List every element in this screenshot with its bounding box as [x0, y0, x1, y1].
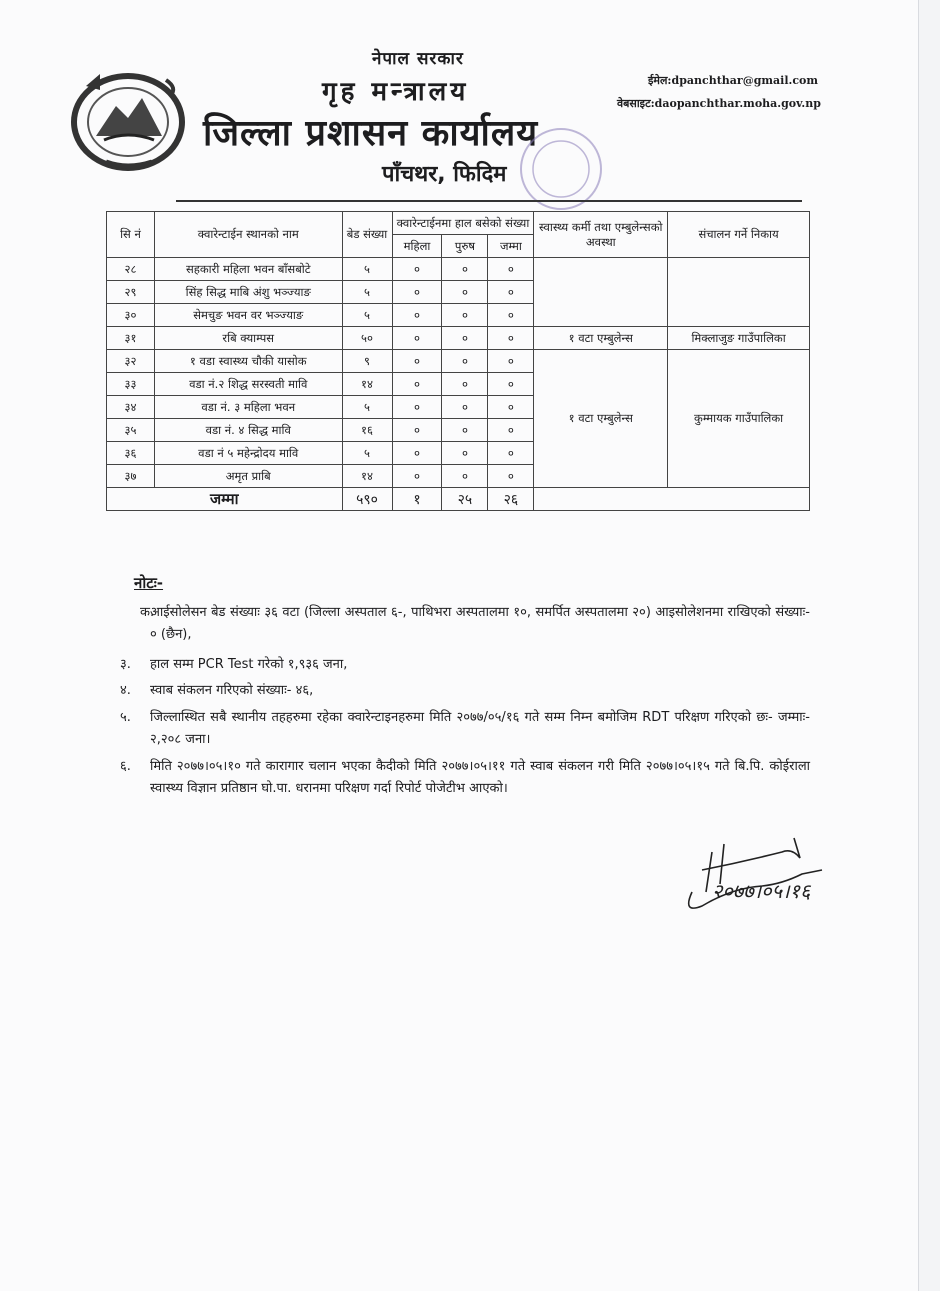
- cell-sn: ३२: [107, 350, 155, 373]
- cell-female: ०: [392, 258, 442, 281]
- cell-total: ०: [488, 442, 534, 465]
- cell-place: वडा नं.२ शिद्ध सरस्वती मावि: [154, 373, 342, 396]
- cell-female: ०: [392, 419, 442, 442]
- cell-female: ०: [392, 350, 442, 373]
- cell-sn: ३१: [107, 327, 155, 350]
- cell-health: १ वटा एम्बुलेन्स: [534, 350, 668, 488]
- cell-beds: १४: [342, 465, 392, 488]
- cell-total: ०: [488, 258, 534, 281]
- note-number: ४.: [120, 683, 131, 698]
- note-text: स्वाब संकलन गरिएको संख्याः- ४६,: [150, 683, 314, 698]
- cell-body: मिक्लाजुङ गाउँपालिका: [668, 327, 810, 350]
- note-item: [120, 602, 810, 646]
- total-empty: [534, 488, 810, 511]
- email-text: ईमेल:dpanchthar@gmail.com: [648, 74, 819, 87]
- nepal-emblem-icon: [66, 66, 190, 174]
- cell-body: कुम्मायक गाउँपालिका: [668, 350, 810, 488]
- total-row: [107, 488, 810, 511]
- cell-place: अमृत प्राबि: [154, 465, 342, 488]
- cell-male: ०: [442, 350, 488, 373]
- total-female: १: [392, 488, 442, 511]
- cell-male: ०: [442, 281, 488, 304]
- note-number: ५.: [120, 710, 131, 725]
- note-item: [120, 756, 810, 800]
- header-body: संचालन गर्ने निकाय: [668, 212, 810, 258]
- header-health: स्वास्थ्य कर्मी तथा एम्बुलेन्सको अवस्था: [534, 212, 668, 258]
- cell-female: ०: [392, 465, 442, 488]
- cell-total: ०: [488, 373, 534, 396]
- note-text: जिल्लास्थित सबै स्थानीय तहहरुमा रहेका क्वारेन्टाइनहरुमा मिति २०७७/०५/१६ गते सम्म निम्न बमोजिम RDT परिक्षण गरिएको छः- जम्माः- २,२०८ जना।: [150, 710, 810, 747]
- cell-total: ०: [488, 304, 534, 327]
- cell-female: ०: [392, 281, 442, 304]
- cell-beds: ५: [342, 304, 392, 327]
- note-item: [120, 654, 810, 676]
- cell-beds: ५: [342, 396, 392, 419]
- signature-icon: [672, 822, 842, 922]
- cell-female: ०: [392, 373, 442, 396]
- note-number: ६.: [120, 759, 131, 774]
- total-male: २५: [442, 488, 488, 511]
- header-female: महिला: [392, 235, 442, 258]
- cell-place: सहकारी महिला भवन बाँसबोटे: [154, 258, 342, 281]
- cell-place: १ वडा स्वास्थ्य चौकी यासोक: [154, 350, 342, 373]
- cell-beds: ५: [342, 258, 392, 281]
- cell-total: ०: [488, 281, 534, 304]
- note-item: [120, 680, 810, 702]
- cell-sn: ३०: [107, 304, 155, 327]
- cell-place: रबि क्याम्पस: [154, 327, 342, 350]
- cell-health: १ वटा एम्बुलेन्स: [534, 327, 668, 350]
- header-male: पुरुष: [442, 235, 488, 258]
- cell-sn: २९: [107, 281, 155, 304]
- cell-total: ०: [488, 465, 534, 488]
- cell-place: वडा नं. ४ सिद्ध मावि: [154, 419, 342, 442]
- cell-sn: ३७: [107, 465, 155, 488]
- cell-sn: ३६: [107, 442, 155, 465]
- cell-place: वडा नं ५ महेन्द्रोदय मावि: [154, 442, 342, 465]
- note-number: क.: [140, 605, 155, 620]
- government-name: नेपाल सरकार: [372, 49, 464, 69]
- header-place: क्वारेन्टाईन स्थानको नाम: [154, 212, 342, 258]
- cell-female: ०: [392, 327, 442, 350]
- header-sn: सि नं: [107, 212, 155, 258]
- total-label: जम्मा: [107, 488, 343, 511]
- cell-sn: २८: [107, 258, 155, 281]
- header-beds: बेड संख्या: [342, 212, 392, 258]
- website-text: वेबसाइट:daopanchthar.moha.gov.np: [617, 97, 821, 110]
- cell-health-empty: [534, 258, 668, 327]
- note-number: ३.: [120, 657, 131, 672]
- cell-total: ०: [488, 327, 534, 350]
- quarantine-table: [106, 211, 810, 511]
- ministry-name: गृह मन्त्रालय: [322, 77, 470, 107]
- cell-male: ०: [442, 442, 488, 465]
- cell-total: ०: [488, 350, 534, 373]
- cell-sn: ३५: [107, 419, 155, 442]
- cell-beds: १४: [342, 373, 392, 396]
- table-row: [107, 350, 810, 373]
- cell-female: ०: [392, 396, 442, 419]
- total-beds: ५९०: [342, 488, 392, 511]
- cell-beds: ५: [342, 442, 392, 465]
- signature-date: २०७७।०५।१६: [712, 879, 811, 903]
- cell-beds: ९: [342, 350, 392, 373]
- cell-place: सेमचुङ भवन वर भञ्ज्याङ: [154, 304, 342, 327]
- total-total: २६: [488, 488, 534, 511]
- note-text: आईसोलेसन बेड संख्याः ३६ वटा (जिल्ला अस्पताल ६-, पाथिभरा अस्पतालमा १०, समर्पित अस्पतालमा २०) आइसोलेशनमा राखिएको संख्याः- ० (छैन),: [150, 605, 810, 642]
- cell-place: वडा नं. ३ महिला भवन: [154, 396, 342, 419]
- cell-beds: ५: [342, 281, 392, 304]
- cell-female: ०: [392, 304, 442, 327]
- cell-male: ०: [442, 419, 488, 442]
- cell-sn: ३४: [107, 396, 155, 419]
- cell-total: ०: [488, 419, 534, 442]
- cell-beds: ५०: [342, 327, 392, 350]
- cell-total: ०: [488, 396, 534, 419]
- cell-male: ०: [442, 258, 488, 281]
- note-item: [120, 707, 810, 751]
- header-current: क्वारेन्टाईनमा हाल बसेको संख्या: [392, 212, 534, 235]
- cell-male: ०: [442, 465, 488, 488]
- table-row: [107, 258, 810, 281]
- header-divider: [176, 200, 802, 202]
- cell-place: सिंह सिद्ध माबि अंशु भञ्ज्याङ: [154, 281, 342, 304]
- cell-sn: ३३: [107, 373, 155, 396]
- header-total: जम्मा: [488, 235, 534, 258]
- cell-female: ०: [392, 442, 442, 465]
- office-location: पाँचथर, फिदिम: [382, 162, 507, 187]
- cell-beds: १६: [342, 419, 392, 442]
- cell-male: ०: [442, 304, 488, 327]
- notes-heading: नोटः-: [134, 574, 164, 592]
- office-name: जिल्ला प्रशासन कार्यालय: [203, 113, 539, 154]
- cell-male: ०: [442, 327, 488, 350]
- note-text: हाल सम्म PCR Test गरेको १,९३६ जना,: [150, 657, 348, 672]
- cell-male: ०: [442, 396, 488, 419]
- note-text: मिति २०७७।०५।१० गते कारागार चलान भएका कैदीको मिति २०७७।०५।११ गते स्वाब संकलन गरी मिति २०७७।०५।१५ गते बि.पि. कोईराला स्वास्थ्य विज्ञान प्रतिष्ठान घो.पा. धरानमा परिक्षण गर्दा रिपोर्ट पोजेटीभ आएको।: [150, 759, 810, 796]
- table-header-row: [107, 212, 810, 235]
- table-row: [107, 327, 810, 350]
- cell-body-empty: [668, 258, 810, 327]
- cell-male: ०: [442, 373, 488, 396]
